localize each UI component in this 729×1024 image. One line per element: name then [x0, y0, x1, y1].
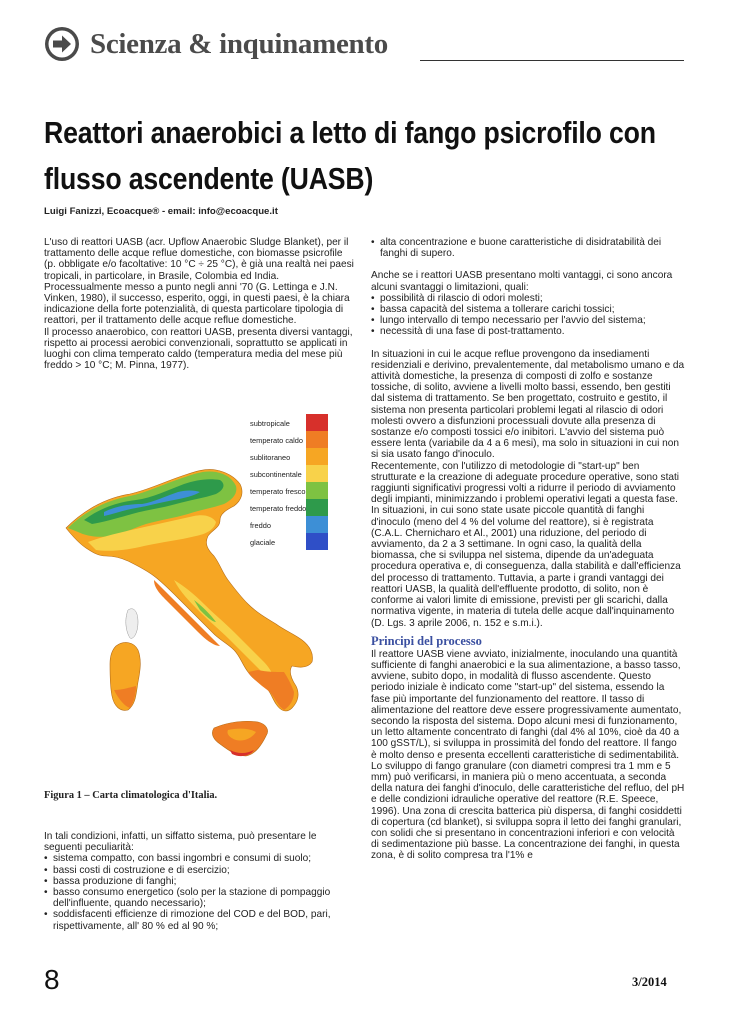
list-item: • lungo intervallo di tempo necessario per l'avvio del sistema;	[371, 315, 685, 326]
list-item: • bassi costi di costruzione e di esercizio;	[44, 865, 356, 876]
paragraph: Il processo anaerobico, con reattori UASB, presenta diversi vantaggi, rispetto ai processi aerobici convenzionali, soprattutto se applicati in luoghi con clima temperato caldo (temperatura media del mese più freddo > 10 °C; M. Pinna, 1977).	[44, 326, 353, 372]
figure-caption: Figura 1 – Carta climatologica d'Italia.	[44, 790, 218, 801]
legend-label: glaciale	[250, 538, 276, 547]
left-column-advantages	[44, 831, 356, 932]
issue-number: 3/2014	[632, 975, 667, 989]
list-item: • necessità di una fase di post-trattamento.	[371, 326, 685, 337]
legend-swatch-glaciale	[306, 533, 328, 550]
map-legend	[250, 414, 328, 550]
advantages-list-continued	[371, 237, 685, 259]
list-item: • alta concentrazione e buone caratteristiche di disidratabilità dei fanghi di supero.	[371, 237, 685, 259]
paragraph: Anche se i reattori UASB presentano molti vantaggi, ci sono ancora alcuni svantaggi o limitazioni, quali:	[371, 270, 673, 293]
paragraph: In tali condizioni, infatti, un siffatto sistema, può presentare le seguenti peculiarità:	[44, 831, 317, 854]
legend-swatch-subcontinentale	[306, 465, 328, 482]
section-title: Scienza & inquinamento	[90, 28, 388, 60]
arrow-right-circle-icon	[44, 26, 80, 62]
subheading: Principi del processo	[371, 633, 482, 648]
disadvantages-list	[371, 293, 685, 338]
legend-label: sublitoraneo	[250, 453, 291, 462]
list-item: • sistema compatto, con bassi ingombri e consumi di suolo;	[44, 853, 356, 864]
legend-label: subcontinentale	[250, 470, 302, 479]
list-item: • basso consumo energetico (solo per la stazione di pompaggio dell'influente, quando necessario);	[44, 887, 356, 909]
paragraph: In situazioni in cui le acque reflue provengono da insediamenti residenziali e derivino, prevalentemente, dal metabolismo umano e da attività domestiche, la presenza di composti di zolfo e sostanze tossiche, di solito, avviene a livelli molto bassi, essendo, ben gestiti dal sistema di trattamento. Se ben progettato, costruito e gestito, il sistema non presenta particolari problemi legati al rilascio di odori molesti ovvero a disfunzioni processuali dovute alla presenza di sostanze e/o composti tossici e/o inibitori. L'avvio del sistema può essere lenta (variabile da 4 a 6 mesi), ma solo in situazioni in cui non si sia usato fango d'inoculo.	[371, 348, 685, 461]
legend-swatch-temperato-fresco	[306, 482, 328, 499]
climate-map-figure	[44, 410, 356, 780]
legend-label: freddo	[250, 521, 271, 530]
corsica	[126, 609, 138, 639]
legend-swatch-temperato-freddo	[306, 499, 328, 516]
article-title	[44, 110, 656, 202]
article-title-line1: Reattori anaerobici a letto di fango psicrofilo con	[44, 115, 656, 150]
legend-label: temperato fresco	[250, 487, 306, 496]
list-item: • soddisfacenti efficienze di rimozione del COD e del BOD, pari, rispettivamente, all' 80 % ed al 90 %;	[44, 909, 356, 931]
right-column	[371, 237, 685, 862]
byline: Luigi Fanizzi, Ecoacque® - email: info@ecoacque.it	[44, 206, 278, 217]
legend-label: temperato freddo	[250, 504, 307, 513]
legend-swatch-freddo	[306, 516, 328, 533]
paragraph: L'uso di reattori UASB (acr. Upflow Anaerobic Sludge Blanket), per il trattamento delle acque reflue domestiche, con biomasse psicrofile (p. obbligate e/o facoltative: 10 °C ÷ 25 °C), è già una realtà nei paesi tropicali, in particolare, in Brasile, Colombia ed India. Processualmente messo a punto negli anni '70 (G. Lettinga e J.N. Vinken, 1980), il successo, esperito, oggi, in questi paesi, è la chiara indicazione della forte potenzialità, di questa particolare tipologia di reattori, per il trattamento delle acque reflue domestiche.	[44, 237, 354, 327]
legend-label: subtropicale	[250, 419, 290, 428]
legend-label: temperato caldo	[250, 436, 303, 445]
list-item: • bassa capacità del sistema a tollerare carichi tossici;	[371, 304, 685, 315]
paragraph: Il reattore UASB viene avviato, inizialmente, inoculando una quantità sufficiente di fanghi anaerobici e la sua alimentazione, a basso tasso, avviene, subito dopo, in modalità di flusso ascendente. Questo periodo iniziale è indicato come "start-up" del sistema, essendo la fase più importante del funzionamento del reattore. Il tasso di alimentazione del reattore deve essere progressivamente aumentato, secondo la risposta del sistema. Dopo alcuni mesi di funzionamento, un letto altamente concentrato di fanghi (dal 4% al 10%, cioè da 40 a 100 gSST/L), si sviluppa in prossimità del fondo del reattore. Il fango è molto denso e presenta eccellenti caratteristiche di sedimentabilità. Lo sviluppo di fango granulare (con diametri compresi tra 1 mm e 5 mm) può verificarsi, in maniera più o meno accentuata, a seconda della natura dei fanghi d'inoculo, delle caratteristiche del refluo, del pH e delle condizioni idrauliche operative del reattore (R.E. Speece, 1996). Una zona di crescita batterica più dispersa, di fanghi cosiddetti di copertura (cd blanket), si sviluppa sopra il letto dei fanghi granulari, con solidi che si presentano in concentrazioni inferiori e con velocità di sedimentazione più basse. La concentrazione dei fanghi, in questa zona, è di solito compresa tra l'1% e	[371, 648, 685, 862]
legend-swatch-subtropicale	[306, 414, 328, 431]
legend-swatch-sublitoraneo	[306, 448, 328, 465]
advantages-list	[44, 853, 356, 931]
list-item: • bassa produzione di fanghi;	[44, 876, 356, 887]
article-title-line2: flusso ascendente (UASB)	[44, 161, 374, 196]
list-item: • possibilità di rilascio di odori molesti;	[371, 293, 685, 304]
legend-swatch-temperato-caldo	[306, 431, 328, 448]
page-number: 8	[44, 964, 60, 995]
left-column-intro	[44, 237, 356, 371]
section-rule	[420, 60, 684, 61]
paragraph: Recentemente, con l'utilizzo di metodologie di "start-up" ben strutturate e la creazione di adeguate procedure operative, sono stati raggiunti significativi progressi volti a ridurre il periodo di avviamento degli impianti, minimizzando i problemi operativi legati a questa fase. In situazioni, in cui sono state usate piccole quantità di fanghi d'inoculo (meno del 4 % del volume del reattore), si è registrata (C.A.L. Chernicharo et Al., 2001) una riduzione, del periodo di avviamento, da 2 a 3 settimane. In ogni caso, la qualità della biomassa, che si sviluppa nel sistema, dipende da un'adeguata procedura operativa e, di conseguenza, dalla stabilità e dall'efficienza del processo di trattamento. Tuttavia, a parte i grandi vantaggi dei reattori UASB, la qualità dell'effluente prodotto, di solito, non è conforme ai valori limite di emissione, previsti per gli scarichi, dalla normativa vigente, in materia di tutela delle acque dall'inquinamento (D. Lgs. 3 aprile 2006, n. 152 e s.m.i.).	[371, 460, 681, 629]
